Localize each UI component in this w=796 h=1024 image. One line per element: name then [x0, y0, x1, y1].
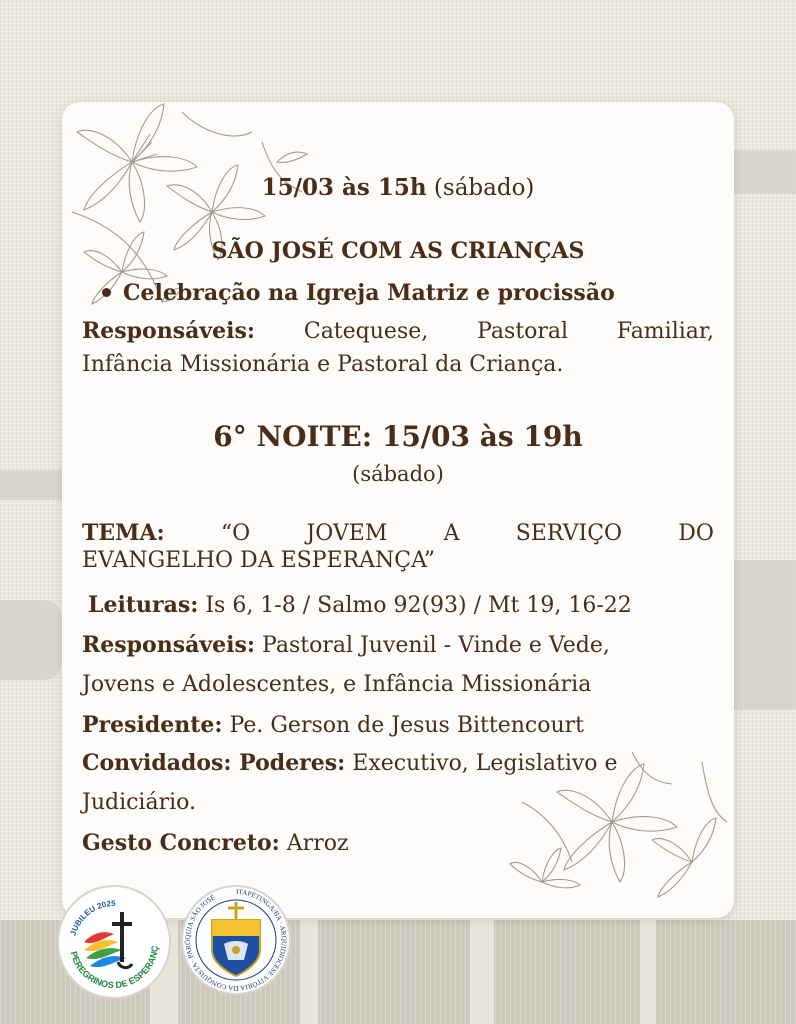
event-bullet-text: Celebração na Igreja Matriz e procissão: [123, 280, 615, 306]
night-title: 6° NOITE: 15/03 às 19h: [213, 420, 583, 453]
guests-label: Convidados: Poderes:: [82, 750, 346, 776]
jubilee-logo-icon: [56, 884, 172, 1000]
responsibles-word: Catequese,: [303, 319, 429, 344]
event-responsibles: [82, 318, 714, 377]
background-stripe: [640, 920, 656, 1024]
background-stripe: [470, 920, 494, 1024]
concrete-gesture-value: Arroz: [286, 831, 349, 856]
president-line: [82, 712, 584, 738]
guests-value: Executivo, Legislativo e: [352, 751, 618, 776]
background-shape-left-bar: [0, 470, 62, 500]
event-responsibles-line1: [82, 318, 714, 344]
theme-word: JOVEM: [306, 521, 388, 546]
night-theme: [82, 520, 714, 573]
night-weekday: (sábado): [352, 462, 444, 486]
announcement-card: [62, 102, 734, 918]
background-shape-left-block: [0, 600, 62, 680]
night-responsibles-value: Pastoral Juvenil - Vinde e Vede,: [262, 633, 610, 658]
night-theme-line1: [82, 520, 714, 546]
event-bullet: [102, 280, 615, 306]
concrete-gesture-line: [82, 830, 349, 856]
theme-word: DO: [678, 521, 714, 546]
responsibles-label: Responsáveis:: [82, 318, 256, 344]
night-theme-line2: EVANGELHO DA ESPERANÇA”: [82, 548, 435, 573]
event-title: SÃO JOSÉ COM AS CRIANÇAS: [211, 238, 585, 264]
readings-line: [88, 592, 632, 618]
readings-value: Is 6, 1-8 / Salmo 92(93) / Mt 19, 16-22: [205, 593, 632, 618]
night-responsibles-label: Responsáveis:: [82, 632, 256, 658]
event-date: 15/03 às 15h: [261, 174, 427, 201]
responsibles-word: Familiar,: [616, 319, 714, 344]
svg-text:JUBILEU 2025: JUBILEU 2025: [68, 898, 116, 937]
theme-label: TEMA:: [82, 520, 165, 546]
concrete-gesture-label: Gesto Concreto:: [82, 830, 280, 856]
background-stripe: [300, 920, 318, 1024]
parish-seal-icon: [180, 884, 292, 996]
theme-word: SERVIÇO: [515, 521, 623, 546]
night-responsibles-line: [82, 632, 610, 658]
night-responsibles-line2: Jovens e Adolescentes, e Infância Missionária: [82, 672, 592, 697]
guests-line: [82, 750, 618, 776]
svg-text:ITAPETINGA/BA · ARQUIDIOCESE V: ITAPETINGA/BA · ARQUIDIOCESE VITÓRIA DA CONQUISTA · PARÓQUIA SÃO JOSÉ: [183, 887, 289, 993]
responsibles-word: Pastoral: [477, 319, 569, 344]
president-label: Presidente:: [82, 712, 223, 738]
theme-word: “O: [220, 521, 251, 546]
svg-text:PEREGRINOS DE ESPERANÇA: PEREGRINOS DE ESPERANÇ: [68, 945, 161, 991]
president-value: Pe. Gerson de Jesus Bittencourt: [229, 713, 585, 738]
event-responsibles-line2: Infância Missionária e Pastoral da Criança.: [82, 352, 564, 377]
guests-line2: Judiciário.: [82, 790, 196, 815]
card-content: [62, 102, 734, 918]
parish-sao-jose-logo: [180, 884, 292, 996]
theme-word: A: [443, 521, 460, 546]
background-shape-right-block: [734, 560, 796, 710]
bullet-dot-icon: [102, 288, 111, 297]
readings-label: Leituras:: [88, 592, 199, 618]
event-date-line: [62, 174, 734, 201]
event-weekday: (sábado): [433, 175, 535, 201]
jubilee-2025-logo: [56, 884, 172, 1000]
